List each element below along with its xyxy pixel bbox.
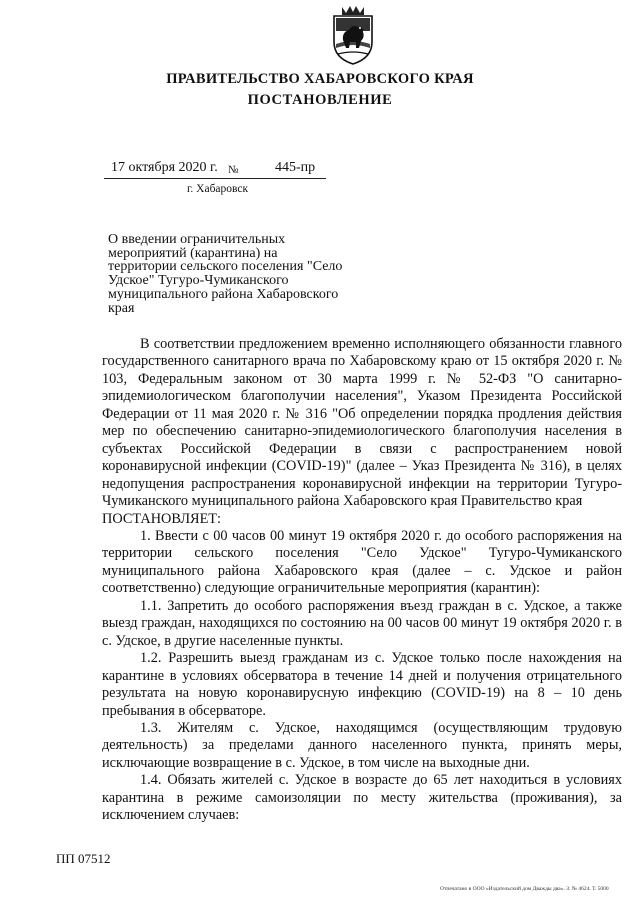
body-paragraph: 1.2. Разрешить выезд гражданам из с. Удское только после нахождения на карантине в условиях обсерватора в течение 14 дней и получения отрицательного результата на новую коронавирусную инфекцию (COVID-19) на 8 – 10 день пребывания в обсерваторе. [102,650,622,719]
decree-body [102,336,622,825]
city-label: г. Хабаровск [187,183,249,195]
coat-of-arms-icon [328,4,378,66]
government-title: ПРАВИТЕЛЬСТВО ХАБАРОВСКОГО КРАЯ [166,71,474,87]
printer-imprint: Отпечатано в ООО «Издательский дом Дважды два». З. № 4624. Т. 5000 [440,886,609,892]
body-paragraph: 1.3. Жителям с. Удское, находящимся (осуществляющим трудовую деятельность) за пределами данного населенного пункта, принять меры, исключающие возвращение в с. Удское, в том числе на выходные дни. [102,719,622,771]
body-paragraph: 1. Ввести с 00 часов 00 минут 19 октября 2020 г. до особого распоряжения на территории сельского поселения "Село Удское" Тугуро-Чумиканского муниципального района Хабаровского края (далее – с. Удское и район соответственно) следующие ограничительные мероприятия (карантин): [102,527,622,597]
body-paragraph: 1.4. Обязать жителей с. Удское в возрасте до 65 лет находиться в условиях карантина в режиме самоизоляции по месту жительства (проживания), за исключением случаев: [102,772,622,824]
decree-subject: О введении ограничительных мероприятий (карантина) на территории сельского поселения "Село Удское" Тугуро-Чумиканского муниципального района Хабаровского края [108,232,343,316]
date-underline [104,178,326,179]
decree-word: ПОСТАНОВЛЯЕТ: [102,510,222,527]
number-sign: № [228,164,239,176]
body-paragraph: 1.1. Запретить до особого распоряжения въезд граждан в с. Удское, а также выезд граждан, находящихся по состоянию на 00 часов 00 минут 19 октября 2020 г. в с. Удское, в другие населенные пункты. [102,597,622,649]
body-paragraph: В соответствии предложением временно исполняющего обязанности главного государственного санитарного врача по Хабаровскому краю от 15 октября 2020 г. № 103, Федеральным законом от 30 марта 1999 г. № 52-ФЗ "О санитарно-эпидемиологическом благополучии населения", Указом Президента Российской Федерации от 11 мая 2020 г. № 316 "Об определении порядка продления действия мер по обеспечению санитарно-эпидемиологического благополучия населения в субъектах Российской Федерации в связи с распространением новой коронавирусной инфекции (COVID-19)" (далее – Указ Президента № 316), в целях недопущения распространения коронавирусной инфекции на территории Тугуро-Чумиканского муниципального района Хабаровского края Правительство края [102,336,622,510]
document-type-title: ПОСТАНОВЛЕНИЕ [247,92,393,108]
document-code: ПП 07512 [56,851,111,866]
decree-date: 17 октября 2020 г. [111,160,218,175]
decree-number: 445-пр [275,160,316,175]
